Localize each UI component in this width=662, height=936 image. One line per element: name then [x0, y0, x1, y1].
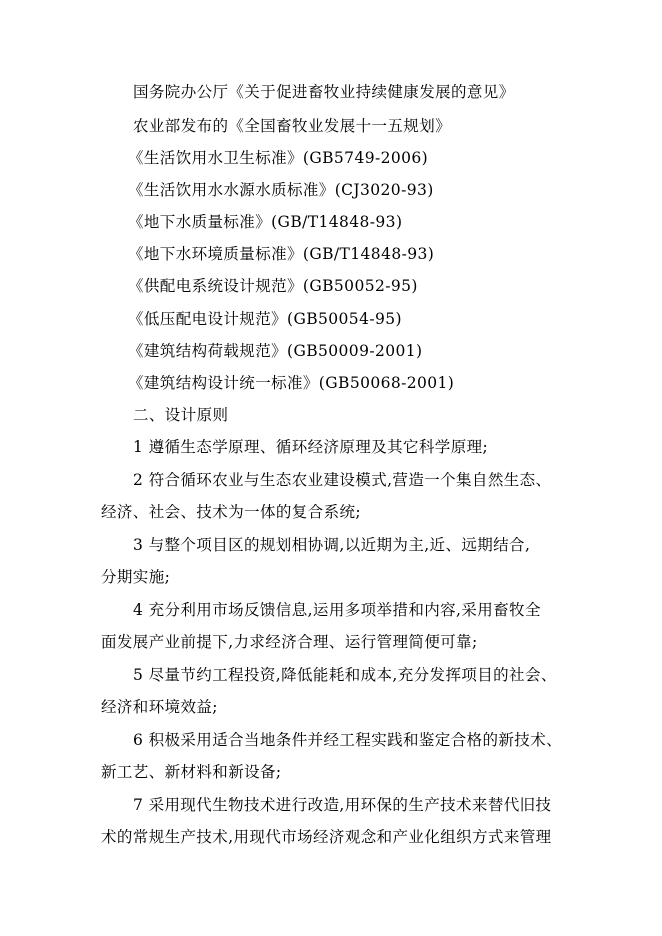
principle-line: 经济、社会、技术为一体的复合系统; [101, 503, 362, 521]
reference-line: 《生活饮用水水源水质标准》(CJ3020-93) [128, 181, 434, 199]
principle-line: 面发展产业前提下,力求经济合理、运行管理简便可靠; [101, 633, 478, 651]
reference-line: 《供配电系统设计规范》(GB50052-95) [128, 277, 418, 295]
principle-line: 经济和环境效益; [101, 698, 218, 716]
principle-line: 2 符合循环农业与生态农业建设模式,营造一个集自然生态、 [133, 471, 552, 489]
principle-line: 4 充分利用市场反馈信息,运用多项举措和内容,采用畜牧全 [133, 601, 541, 619]
principle-line: 术的常规生产技术,用现代市场经济观念和产业化组织方式来管理 [101, 828, 552, 846]
reference-line: 国务院办公厅《关于促进畜牧业持续健康发展的意见》 [133, 83, 515, 101]
principle-line: 7 采用现代生物技术进行改造,用环保的生产技术来替代旧技 [133, 796, 552, 814]
reference-line: 农业部发布的《全国畜牧业发展十一五规划》 [133, 117, 452, 135]
principle-line: 5 尽量节约工程投资,降低能耗和成本,充分发挥项目的社会、 [133, 666, 557, 684]
principle-line: 新工艺、新材料和新设备; [101, 763, 282, 781]
principle-line: 3 与整个项目区的规划相协调,以近期为主,近、远期结合, [133, 536, 531, 554]
reference-line: 《生活饮用水卫生标准》(GB5749-2006) [128, 149, 429, 167]
reference-line: 《低压配电设计规范》(GB50054-95) [128, 310, 402, 328]
principle-line: 6 积极采用适合当地条件并经工程实践和鉴定合格的新技术、 [133, 731, 562, 749]
section-heading: 二、设计原则 [133, 406, 229, 424]
reference-line: 《建筑结构设计统一标准》(GB50068-2001) [128, 374, 455, 392]
reference-line: 《地下水质量标准》(GB/T14848-93) [128, 213, 403, 231]
principle-line: 分期实施; [101, 568, 171, 586]
principle-line: 1 遵循生态学原理、循环经济原理及其它科学原理; [133, 438, 489, 456]
reference-line: 《地下水环境质量标准》(GB/T14848-93) [128, 245, 435, 263]
reference-line: 《建筑结构荷载规范》(GB50009-2001) [128, 342, 423, 360]
